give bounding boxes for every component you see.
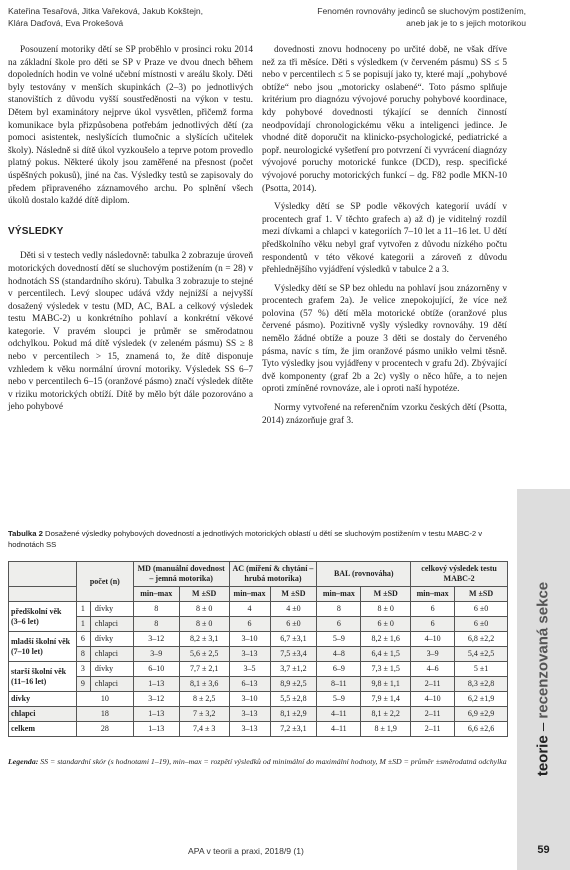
summary-row [9, 692, 508, 707]
value-cell: 6 [229, 617, 270, 632]
table-row [9, 632, 508, 647]
value-cell: 4–6 [411, 662, 455, 677]
value-cell: 8 ± 0 [361, 602, 411, 617]
value-cell: 2–11 [411, 677, 455, 692]
value-cell: 7,3 ± 1,5 [361, 662, 411, 677]
authors-line-2: Klára Daďová, Eva Prokešová [8, 17, 124, 28]
page-number: 59 [537, 844, 550, 856]
age-group-label: předškolní věk (3–6 let) [9, 602, 77, 632]
value-cell: 1–13 [133, 722, 179, 737]
value-cell: 3–13 [229, 647, 270, 662]
header-md: MD (manuální dovednost – jemná motorika) [133, 562, 229, 587]
gender-cell: dívky [90, 602, 133, 617]
subsection-name: recenzovaná sekce [534, 581, 552, 719]
table-legend [8, 757, 508, 768]
value-cell: 5,5 ±2,8 [270, 692, 317, 707]
value-cell: 5,6 ± 2,5 [179, 647, 229, 662]
value-cell: 5,4 ±2,5 [455, 647, 508, 662]
table-row [9, 602, 508, 617]
running-header-authors [8, 6, 203, 29]
value-cell: 2–11 [411, 722, 455, 737]
value-cell: 3–12 [133, 632, 179, 647]
title-line-2: aneb jak je to s jejich motorikou [406, 17, 526, 28]
value-cell: 3,7 ±1,2 [270, 662, 317, 677]
title-line-1: Fenomén rovnováhy jedinců se sluchovým postižením, [317, 6, 526, 16]
header-msd: M ±SD [270, 587, 317, 602]
value-cell: 7,7 ± 2,1 [179, 662, 229, 677]
value-cell: 8 [133, 602, 179, 617]
count-cell: 10 [76, 692, 133, 707]
body-paragraph-2: Výsledky dětí se SP podle věkových kategorií uvádí v procentech graf 1. V těchto grafech a) až d) je viditelný rozdíl mezi dívkami a chlapci v kategoriích 7–10 let a 11–16 let. U dětí předškolního věku nebyl graf vytvořen z důvodu nízkého počtu respondentů v této věkové kategorii a zároveň z důvodu přehlednějšího vyjádření výsledků v tabulce 2 a 3. [262, 202, 507, 276]
value-cell: 1–13 [133, 707, 179, 722]
results-paragraph: Děti si v testech vedly následovně: tabulka 2 zobrazuje úroveň motorických dovedností dětí se sluchovým postižením (n = 28) v hodnotách SS (standardního skóru). Tabulka 3 zobrazuje to stejné v percentilech. Levý sloupec udává vždy nejnižší a nejvyšší dosažený výsledek v testu (MD, AC, BAL a celkový výsledek testu MABC-2) u konkrétního pohlaví a konkrétní věkové kategorie. V pravém sloupci je průměr se směrodatnou odchylkou. Pokud má dítě výsledek (v zeleném pásmu) SS ≥ 8 nebo v percentilech > 15, znamená to, že dítě disponuje vzhledem k věku normální úrovní motoriky. Výsledek SS 6–7 nebo v percentilech 6–15 (oranžové pásmo) značí výsledek dítěte v riziku motorických obtíží. Dítě by mělo být dále pozorováno a jeho pohybové [8, 251, 253, 413]
count-cell: 18 [76, 707, 133, 722]
header-bal: BAL (rovnováha) [317, 562, 411, 587]
gender-cell: chlapci [90, 647, 133, 662]
value-cell: 8 ± 1,9 [361, 722, 411, 737]
count-cell: 3 [76, 662, 90, 677]
gender-cell: chlapci [90, 677, 133, 692]
value-cell: 6,2 ±1,9 [455, 692, 508, 707]
gender-cell: dívky [90, 632, 133, 647]
summary-row [9, 707, 508, 722]
running-header-title [317, 6, 526, 29]
table-caption-label: Tabulka 2 [8, 529, 43, 538]
value-cell: 5 ±1 [455, 662, 508, 677]
value-cell: 4 [229, 602, 270, 617]
body-paragraph-1: dovednosti znovu hodnoceny po určité době, ne však dříve než za tři měsíce. Děti s výsledkem (v červeném pásmu) SS ≤ 5 nebo v percentilech ≤ 5 se popisují jako ty, které mají „pohybové obtíže“ nebo jsou „motoricky oslabené“. Toto pásmo splňuje kritérium pro diagnózu vývojové poruchy pohybové koordinace, kdy pohybové dovednosti týkající se denních činností neodpovídají chronologickému věku a inteligenci jedince. Je vhodné dítě doporučit na klinicko-psychologické, pediatrické a popř. neurologické vyšetření pro potvrzení či vyvrácení diagnózy vývojové poruchy motorické funkce (DCD), resp. specifické vývojové poruchy motorických funkcí – dg. F82 podle MKN-10 (Psotta, 2014). [262, 45, 507, 194]
value-cell: 3–10 [229, 632, 270, 647]
value-cell: 8,9 ±2,5 [270, 677, 317, 692]
value-cell: 8,2 ± 1,6 [361, 632, 411, 647]
value-cell: 7,5 ±3,4 [270, 647, 317, 662]
value-cell: 8 [317, 602, 361, 617]
value-cell: 8 [133, 617, 179, 632]
value-cell: 5–9 [317, 692, 361, 707]
value-cell: 6–13 [229, 677, 270, 692]
legend-text: SS = standardní skór (s hodnotami 1–19), min–max = rozpětí výsledků od minimální do maximální hodnoty, M ±SD = průměr ±směrodatná odchylka [40, 757, 507, 766]
header-minmax: min–max [229, 587, 270, 602]
table-caption-text: Dosažené výsledky pohybových dovedností a jednotlivých motorických oblastí u dětí se sluchovým postižením v testu MABC-2 v hodnotách SS [8, 529, 483, 549]
value-cell: 3–13 [229, 707, 270, 722]
count-cell: 8 [76, 647, 90, 662]
value-cell: 3–12 [133, 692, 179, 707]
value-cell: 6,6 ±2,6 [455, 722, 508, 737]
header-msd: M ±SD [361, 587, 411, 602]
summary-label: dívky [9, 692, 77, 707]
body-paragraph-3: Výsledky dětí se SP bez ohledu na pohlaví jsou znázorněny v procentech grafem 2a). Je velice znepokojující, že více než polovina (57 %) dětí měla motorické obtíže (oranžové plus červené pásmo). Pozitivně vyšly výsledky rovnováhy. 19 dětí nemělo žádné obtíže a pouze 3 děti se dostaly do červeného pásma, navíc s tím, že jim oranžové pásmo unikło velmi těsně. Tyto výsledky jsou vyjádřeny v procentech v grafu 2d). Zbývající dvě komponenty (graf 2b a 2c) vyšly o něco hůře, a to nejen oproti zmíněné rovnováze, ale i oproti naší hypotéze. [262, 283, 507, 395]
section-name: teorie [534, 735, 552, 777]
value-cell: 8 ± 2,5 [179, 692, 229, 707]
section-tab-label [535, 582, 552, 776]
count-cell: 1 [76, 602, 90, 617]
value-cell: 7,9 ± 1,4 [361, 692, 411, 707]
header-blank-cell [9, 587, 77, 602]
value-cell: 8,1 ± 3,6 [179, 677, 229, 692]
value-cell: 8 ± 0 [179, 602, 229, 617]
header-blank-cell [9, 562, 77, 587]
value-cell: 6,8 ±2,2 [455, 632, 508, 647]
value-cell: 9,8 ± 1,1 [361, 677, 411, 692]
value-cell: 8,2 ± 3,1 [179, 632, 229, 647]
value-cell: 6–9 [317, 662, 361, 677]
table-body [9, 602, 508, 737]
value-cell: 6,4 ± 1,5 [361, 647, 411, 662]
gender-cell: chlapci [90, 617, 133, 632]
value-cell: 6,9 ±2,9 [455, 707, 508, 722]
count-cell: 6 [76, 632, 90, 647]
gender-cell: dívky [90, 662, 133, 677]
value-cell: 2–11 [411, 707, 455, 722]
left-text-column [8, 44, 253, 414]
value-cell: 6 [411, 602, 455, 617]
value-cell: 4–10 [411, 692, 455, 707]
value-cell: 1–13 [133, 677, 179, 692]
authors-line-1: Kateřina Tesařová, Jitka Vařeková, Jakub Kokštejn, [8, 6, 204, 16]
right-text-column [262, 44, 507, 427]
value-cell: 5–9 [317, 632, 361, 647]
journal-footer: APA v teorii a praxi, 2018/9 (1) [188, 846, 304, 856]
value-cell: 6 ± 0 [361, 617, 411, 632]
body-paragraph-4: Normy vytvořené na referenčním vzorku českých dětí (Psotta, 2014) znázorňuje graf 3. [262, 403, 507, 426]
header-minmax: min–max [411, 587, 455, 602]
value-cell: 4–10 [411, 632, 455, 647]
value-cell: 3–10 [229, 692, 270, 707]
value-cell: 8,1 ± 2,2 [361, 707, 411, 722]
value-cell: 8 ± 0 [179, 617, 229, 632]
table-row [9, 677, 508, 692]
header-total: celkový výsledek testu MABC-2 [411, 562, 508, 587]
value-cell: 8–11 [317, 677, 361, 692]
age-group-label: mladší školní věk (7–10 let) [9, 632, 77, 662]
value-cell: 3–5 [229, 662, 270, 677]
value-cell: 8,1 ±2,9 [270, 707, 317, 722]
table-row [9, 662, 508, 677]
legend-label: Legenda: [8, 757, 39, 766]
header-minmax: min–max [133, 587, 179, 602]
table-caption [8, 529, 508, 550]
value-cell: 7,2 ±3,1 [270, 722, 317, 737]
count-cell: 28 [76, 722, 133, 737]
value-cell: 6,7 ±3,1 [270, 632, 317, 647]
value-cell: 4–11 [317, 707, 361, 722]
table-row [9, 617, 508, 632]
value-cell: 6 ±0 [455, 602, 508, 617]
header-msd: M ±SD [455, 587, 508, 602]
summary-label: celkem [9, 722, 77, 737]
methods-paragraph: Posouzení motoriky dětí se SP proběhlo v prosinci roku 2014 na základní škole pro děti se SP v Praze ve dvou dnech během dopoledních hodin ve volné učební místnosti v areálu školy. Děti byly testovány v menších skupinkách (2–3) po jednotlivých stanovištích z důvodu vyšší soustředěnosti na výkon v testu. Dětem byl examinátory nejprve úkol vysvětlen, přičemž forma komunikace byla přizpůsobena potřebám jednotlivých dětí (za pomoci asistentek, neslyšících tlumočnic a slyšících učitelek školy). Následně si dítě úkol vyzkoušelo a teprve potom provedlo platný pokus. Některé úkoly jsou zaměřené na přesnost (počet úspěšných pokusů), jiné na čas. Výsledky testů se zapisovaly do předem připraveného záznamového archu. Po splnění všech úkolů dostalo každé dítě diplom. [8, 45, 253, 207]
value-cell: 6 ±0 [270, 617, 317, 632]
table-header-row-1 [9, 562, 508, 587]
header-count: počet (n) [76, 562, 133, 602]
value-cell: 4–11 [317, 722, 361, 737]
section-dash: – [534, 722, 552, 732]
value-cell: 3–9 [411, 647, 455, 662]
value-cell: 6–10 [133, 662, 179, 677]
value-cell: 6 ±0 [455, 617, 508, 632]
value-cell: 4 ±0 [270, 602, 317, 617]
value-cell: 6 [317, 617, 361, 632]
value-cell: 7,4 ± 3 [179, 722, 229, 737]
count-cell: 1 [76, 617, 90, 632]
summary-row [9, 722, 508, 737]
value-cell: 3–9 [133, 647, 179, 662]
section-sidebar [517, 489, 570, 870]
count-cell: 9 [76, 677, 90, 692]
age-group-label: starší školní věk (11–16 let) [9, 662, 77, 692]
summary-label: chlapci [9, 707, 77, 722]
value-cell: 8,3 ±2,8 [455, 677, 508, 692]
results-table [8, 561, 508, 737]
header-msd: M ±SD [179, 587, 229, 602]
results-heading: VÝSLEDKY [8, 225, 64, 237]
value-cell: 3–13 [229, 722, 270, 737]
value-cell: 7 ± 3,2 [179, 707, 229, 722]
value-cell: 6 [411, 617, 455, 632]
header-minmax: min–max [317, 587, 361, 602]
value-cell: 4–8 [317, 647, 361, 662]
table-row [9, 647, 508, 662]
header-ac: AC (míření & chytání – hrubá motorika) [229, 562, 317, 587]
